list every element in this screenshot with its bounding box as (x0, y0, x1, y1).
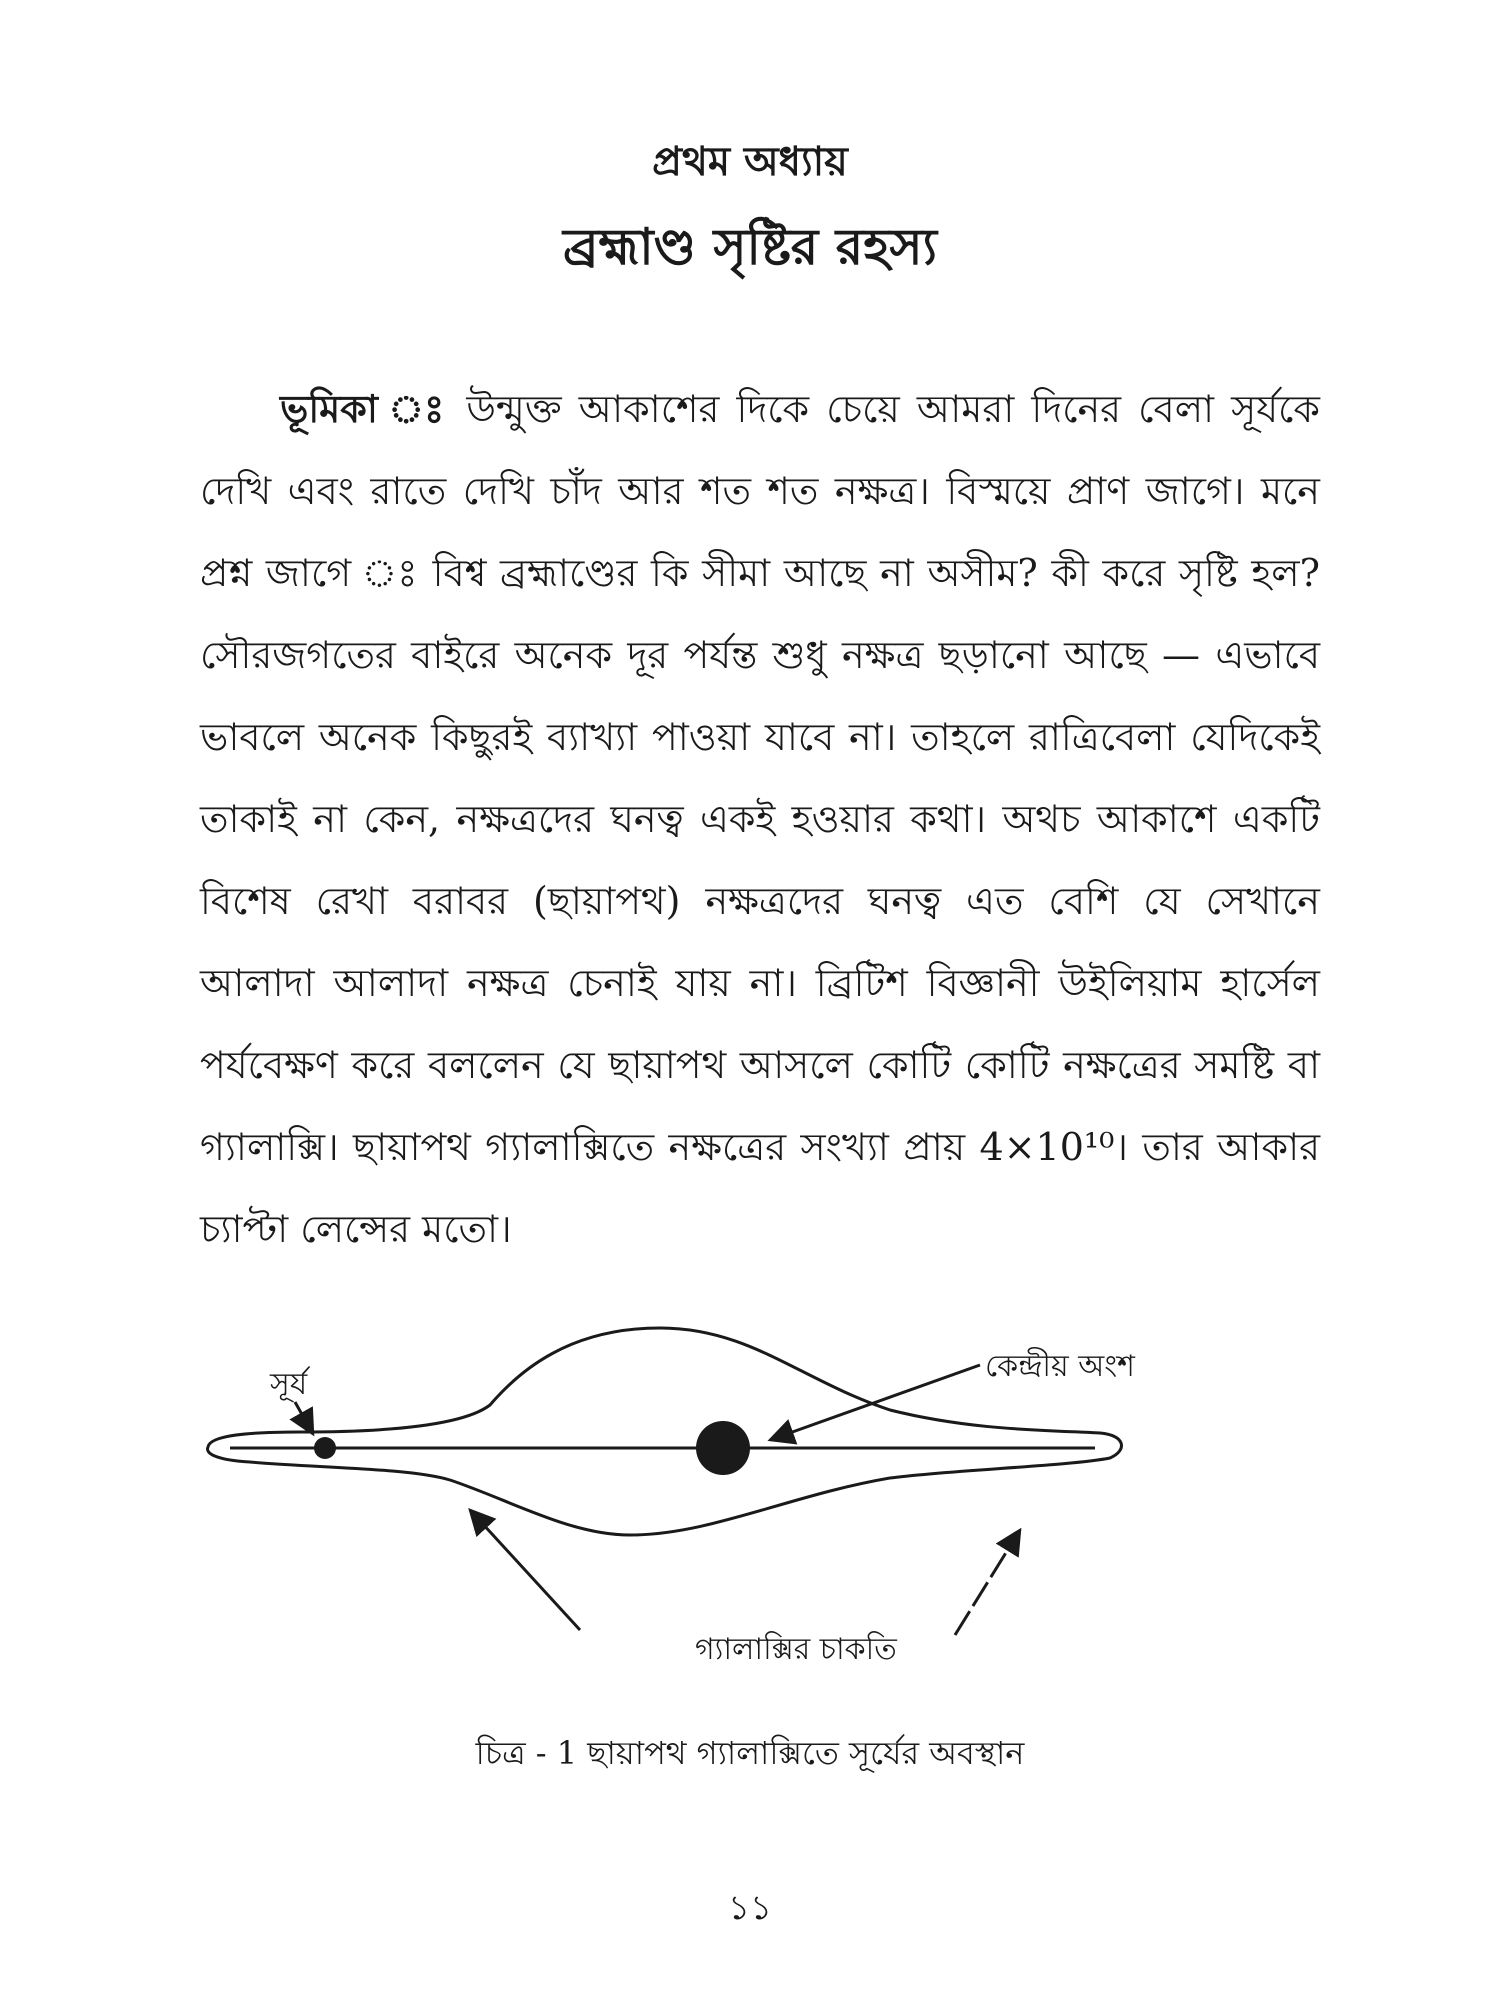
chapter-heading: প্রথম অধ্যায় (652, 138, 848, 185)
figure-caption: চিত্র - 1 ছায়াপথ গ্যালাক্সিতে সূর্যের অবস্থান (475, 1734, 1025, 1772)
arrow-disc-left (470, 1510, 580, 1630)
galactic-center (696, 1421, 750, 1475)
label-disc: গ্যালাক্সির চাকতি (695, 1632, 897, 1667)
paragraph-lead: ভূমিকা ঃ (280, 386, 450, 431)
arrow-disc-right (955, 1530, 1020, 1635)
galaxy-diagram (190, 1290, 1340, 1670)
sun-marker (314, 1437, 336, 1459)
intro-paragraph (200, 368, 1320, 1270)
arrow-center (770, 1365, 980, 1440)
paragraph-text: উন্মুক্ত আকাশের দিকে চেয়ে আমরা দিনের বেলা সূর্যকে দেখি এবং রাতে দেখি চাঁদ আর শত শত নক্ষত্র। বিস্ময়ে প্রাণ জাগে। মনে প্রশ্ন জাগে ঃ বিশ্ব ব্রহ্মাণ্ডের কি সীমা আছে না অসীম? কী করে সৃষ্টি হল? সৌরজগতের বাইরে অনেক দূর পর্যন্ত শুধু নক্ষত্র ছড়ানো আছে — এভাবে ভাবলে অনেক কিছুরই ব্যাখ্যা পাওয়া যাবে না। তাহলে রাত্রিবেলা যেদিকেই তাকাই না কেন, নক্ষত্রদের ঘনত্ব একই হওয়ার কথা। অথচ আকাশে একটি বিশেষ রেখা বরাবর (ছায়াপথ) নক্ষত্রদের ঘনত্ব এত বেশি যে সেখানে আলাদা আলাদা নক্ষত্র চেনাই যায় না। ব্রিটিশ বিজ্ঞানী উইলিয়াম হার্সেল পর্যবেক্ষণ করে বললেন যে ছায়াপথ আসলে কোটি কোটি নক্ষত্রের সমষ্টি বা গ্যালাক্সি। ছায়াপথ গ্যালাক্সিতে নক্ষত্রের সংখ্যা প্রায় 4×10¹⁰। তার আকার চ্যাপ্টা লেন্সের মতো। (200, 387, 1320, 1251)
chapter-title: ব্রহ্মাণ্ড সৃষ্টির রহস্য (562, 217, 938, 276)
label-sun: সূর্য (270, 1367, 308, 1402)
galaxy-figure (190, 1290, 1340, 1670)
label-center: কেন্দ্রীয় অংশ (985, 1349, 1135, 1384)
page-number: ১১ (727, 1888, 773, 1928)
